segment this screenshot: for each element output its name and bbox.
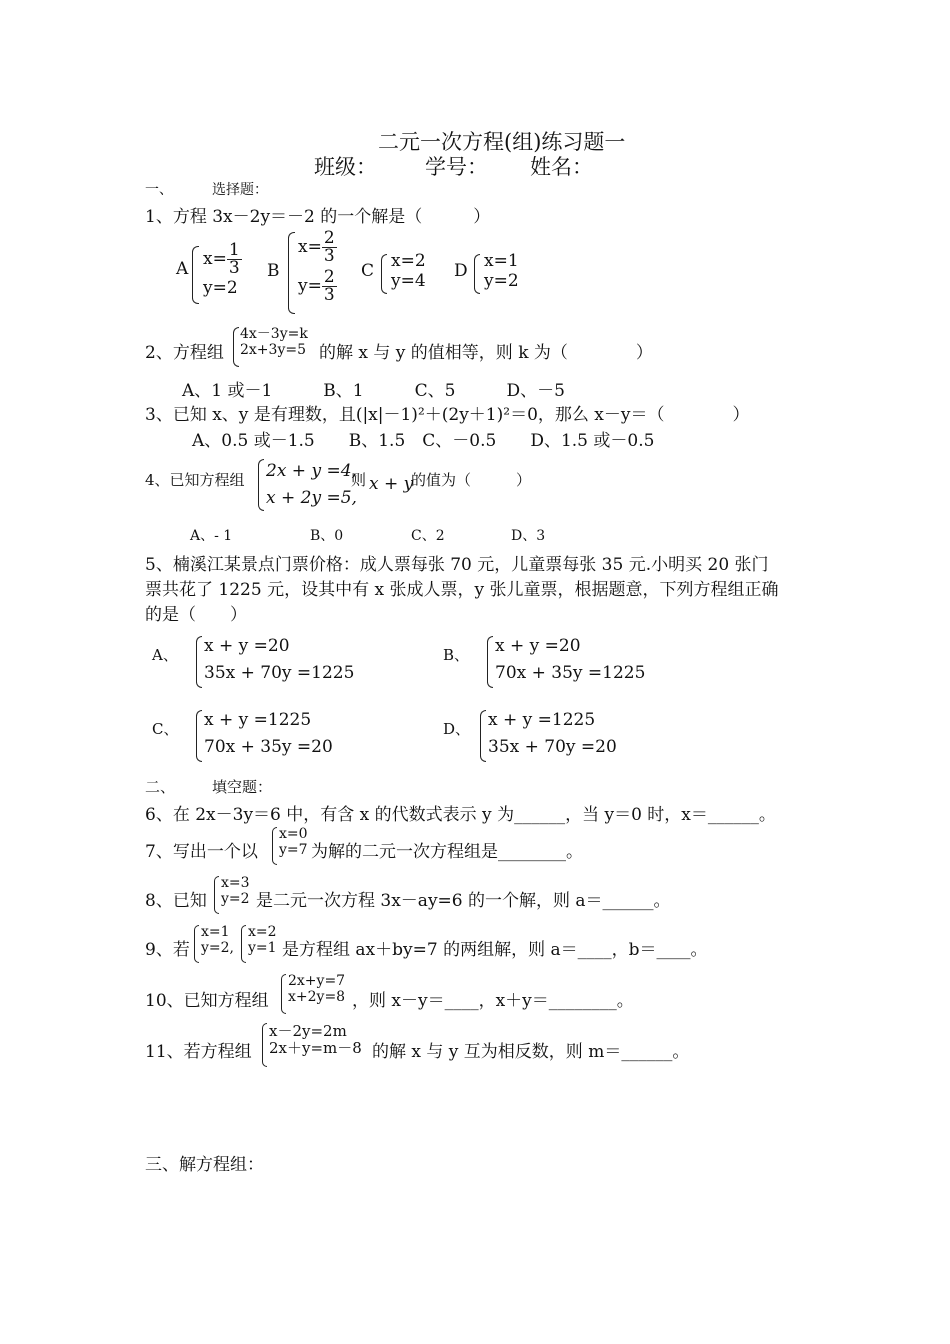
q9-brace-1 xyxy=(194,925,199,963)
q5-b-brace xyxy=(487,636,493,688)
q4-option-b: B、0 xyxy=(310,528,344,544)
q10-brace xyxy=(281,974,286,1014)
q1-option-c-label: C xyxy=(361,261,375,281)
q1-option-a-system: x= $\frac{1}{3}$ y=2 xyxy=(203,240,240,298)
q11-system: x－2y=2m 2x＋y=m－8 xyxy=(269,1022,362,1058)
q5-a-brace xyxy=(196,636,202,688)
q5-line-1: 5、楠溪江某景点门票价格：成人票每张 70 元，儿童票每张 35 元.小明买 20 张门 xyxy=(145,555,769,575)
q10-suffix: ，则 x－y＝____，x＋y＝________。 xyxy=(352,991,634,1011)
class-label: 班级： xyxy=(314,155,377,179)
q8-suffix: 是二元一次方程 3x－ay=6 的一个解，则 a＝______。 xyxy=(256,891,671,911)
q2-options: A、1 或－1 B、1 C、5 D、－5 xyxy=(182,381,565,401)
q1-option-b-system: x= $\frac{2}{3}$ y= $\frac{2}{3}$ xyxy=(298,228,335,305)
q7-suffix: 为解的二元一次方程组是________。 xyxy=(311,842,583,862)
q5-c-brace xyxy=(196,710,202,762)
q1-option-c-system: x=2 y=4 xyxy=(391,251,426,291)
q5-option-a-system: x + y =20 35x + 70y =1225 xyxy=(204,636,355,684)
q4-option-d: D、3 xyxy=(511,528,546,544)
q5-d-brace xyxy=(480,710,486,762)
q4-middle: 则 xyxy=(351,471,367,489)
section1-number: 一、 xyxy=(145,182,173,198)
section2-number: 二、 xyxy=(145,778,176,796)
q2-suffix: 的解 x 与 y 的值相等，则 k 为（ ） xyxy=(319,343,653,363)
q10-system: 2x+y=7 x+2y=8 xyxy=(288,973,346,1006)
q4-prefix: 4、已知方程组 xyxy=(145,471,245,489)
q8-brace xyxy=(214,876,219,914)
q1-a-brace xyxy=(192,246,199,304)
q2-brace xyxy=(233,327,239,367)
q9-prefix: 9、若 xyxy=(145,940,190,960)
q1-option-d-system: x=1 y=2 xyxy=(484,251,519,291)
q5-line-2: 票共花了 1225 元，设其中有 x 张成人票，y 张儿童票，根据题意，下列方程组正确 xyxy=(145,580,779,600)
q6-text: 6、在 2x－3y＝6 中，有含 x 的代数式表示 y 为______，当 y＝0 时，x＝______。 xyxy=(145,805,776,825)
section1-title: 选择题： xyxy=(212,182,268,198)
name-label: 姓名： xyxy=(530,155,593,179)
page-title: 二元一次方程(组)练习题一 xyxy=(378,130,626,154)
q11-prefix: 11、若方程组 xyxy=(145,1042,252,1062)
q7-system: x=0 y=7 xyxy=(279,826,308,859)
q2-prefix: 2、方程组 xyxy=(145,343,224,363)
q1-d-brace xyxy=(474,254,480,294)
q10-prefix: 10、已知方程组 xyxy=(145,991,269,1011)
q11-suffix: 的解 x 与 y 互为相反数，则 m＝______。 xyxy=(372,1042,690,1062)
q4-option-c: C、2 xyxy=(411,528,445,544)
q5-option-c-label: C、 xyxy=(152,720,179,738)
q1-option-d-label: D xyxy=(454,261,468,281)
q4-brace xyxy=(258,459,264,511)
q1-option-b-label: B xyxy=(267,261,280,281)
q5-line-3: 的是（ ） xyxy=(145,605,247,625)
q4-option-a: A、- 1 xyxy=(190,528,233,544)
q1-option-a-label: A xyxy=(176,259,189,279)
q9-suffix: 是方程组 ax＋by=7 的两组解，则 a＝____，b＝____。 xyxy=(282,940,708,960)
section2-title: 填空题： xyxy=(212,778,273,796)
q5-option-a-label: A、 xyxy=(152,646,178,664)
q5-option-b-system: x + y =20 70x + 35y =1225 xyxy=(495,636,646,684)
q4-suffix: 的值为（ ） xyxy=(411,471,532,489)
q9-system-2: x=2 y=1 xyxy=(248,924,277,957)
q4-system: 2x + y =4, x + 2y =5, xyxy=(266,461,357,509)
q9-system-1: x=1 y=2, xyxy=(201,924,234,957)
q5-option-c-system: x + y =1225 70x + 35y =20 xyxy=(204,710,333,758)
q5-option-d-label: D、 xyxy=(443,720,471,738)
q4-expression: x + y xyxy=(369,474,414,494)
q3-stem: 3、已知 x、y 是有理数，且(|x|－1)²＋(2y＋1)²＝0，那么 x－y＝（ ） xyxy=(145,405,750,425)
q9-brace-2 xyxy=(241,925,246,963)
q1-stem: 1、方程 3x－2y＝－2 的一个解是（ ） xyxy=(145,207,491,227)
q11-brace xyxy=(262,1023,267,1067)
q2-system: 4x－3y=k 2x+3y=5 xyxy=(240,326,308,359)
q1-b-brace xyxy=(288,232,295,314)
q3-options: A、0.5 或－1.5 B、1.5 C、－0.5 D、1.5 或－0.5 xyxy=(192,431,655,451)
q8-system: x=3 y=2 xyxy=(221,875,250,908)
q5-option-d-system: x + y =1225 35x + 70y =20 xyxy=(488,710,617,758)
q5-option-b-label: B、 xyxy=(443,646,470,664)
q7-brace xyxy=(272,827,277,865)
q8-prefix: 8、已知 xyxy=(145,891,207,911)
section3-title: 三、解方程组： xyxy=(145,1155,264,1175)
q7-prefix: 7、写出一个以 xyxy=(145,842,258,862)
student-number-label: 学号： xyxy=(425,155,488,179)
q1-c-brace xyxy=(381,254,387,294)
